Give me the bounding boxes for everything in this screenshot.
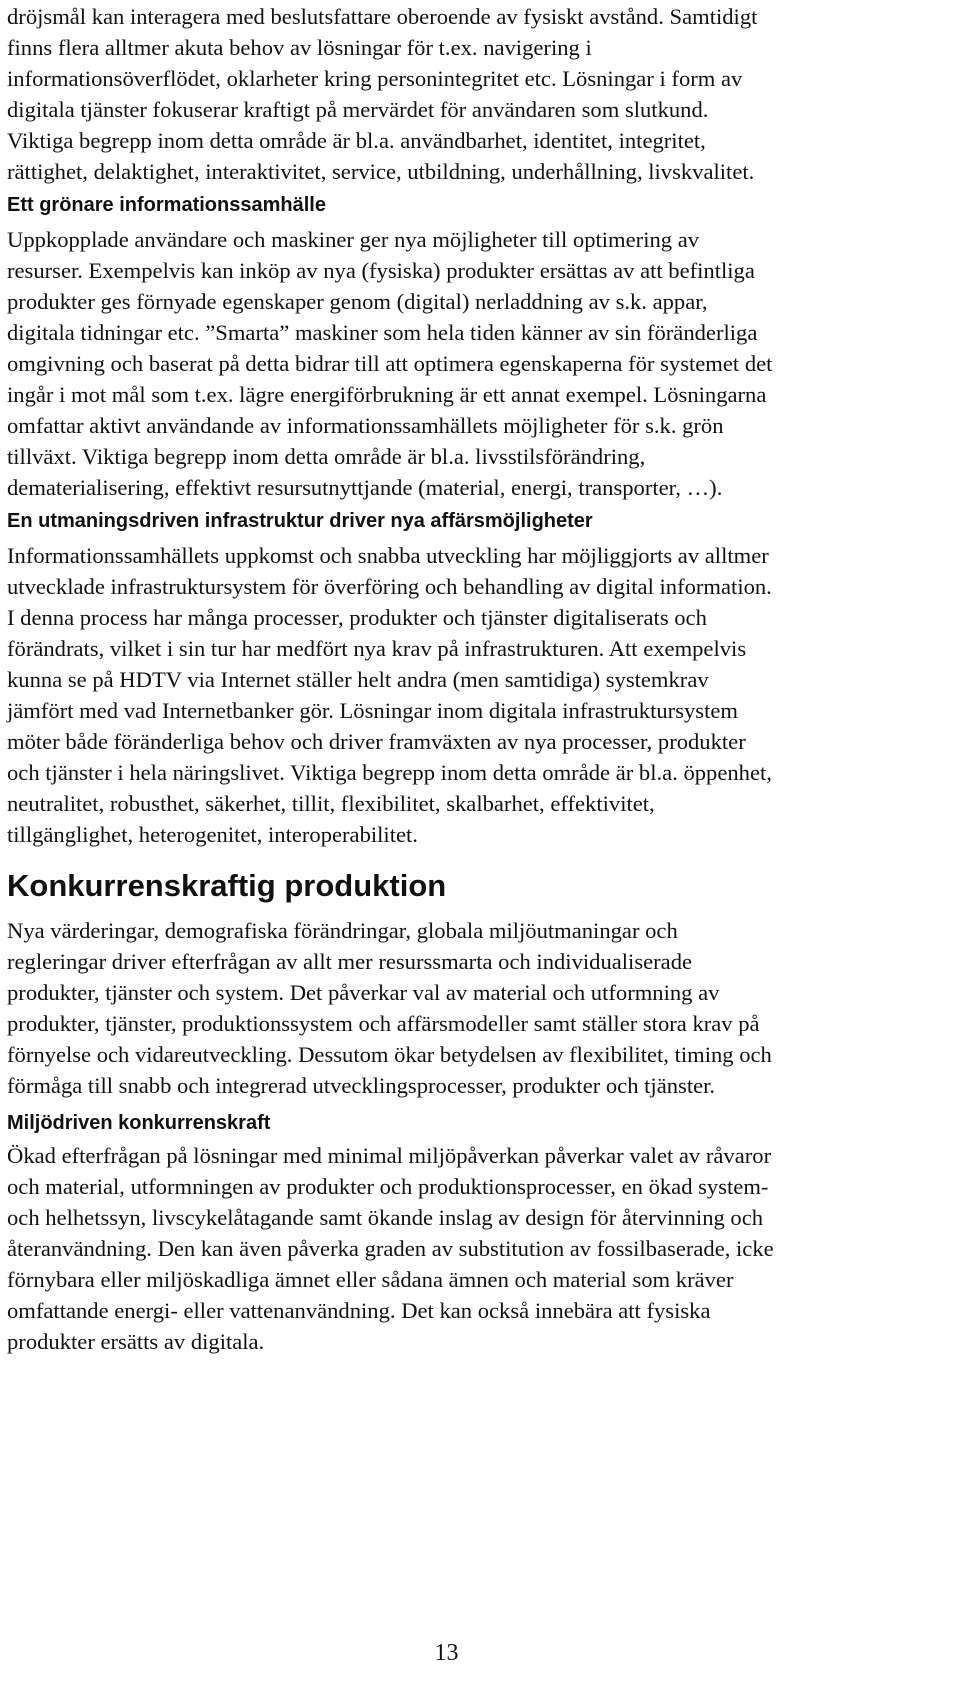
text-line: omfattar aktivt användande av informationssamhällets möjligheter för s.k. grön: [7, 413, 724, 438]
text-line: neutralitet, robusthet, säkerhet, tillit, flexibilitet, skalbarhet, effektivitet,: [7, 791, 655, 816]
text-line: kunna se på HDTV via Internet ställer helt andra (men samtidiga) systemkrav: [7, 667, 709, 692]
page-number: 13: [434, 1640, 459, 1666]
text-line: produkter ges förnyade egenskaper genom (digital) nerladdning av s.k. appar,: [7, 289, 708, 314]
text-line: dematerialisering, effektivt resursutnyttjande (material, energi, transporter, …).: [7, 475, 723, 500]
text-line: jämfört med vad Internetbanker gör. Lösningar inom digitala infrastruktursystem: [7, 698, 738, 723]
text-line: Nya värderingar, demografiska förändringar, globala miljöutmaningar och: [7, 918, 678, 943]
text-line: produkter, tjänster och system. Det påverkar val av material och utformning av: [7, 980, 720, 1005]
text-line: Viktiga begrepp inom detta område är bl.a. användbarhet, identitet, integritet,: [7, 128, 706, 153]
text-line: ingår i mot mål som t.ex. lägre energiförbrukning är ett annat exempel. Lösningarna: [7, 382, 767, 407]
text-line: Ökad efterfrågan på lösningar med minimal miljöpåverkan påverkar valet av råvaror: [7, 1143, 772, 1168]
text-line: Informationssamhällets uppkomst och snabba utveckling har möjliggjorts av alltmer: [7, 543, 769, 568]
text-line: digitala tjänster fokuserar kraftigt på mervärdet för användaren som slutkund.: [7, 97, 709, 122]
text-line: förnyelse och vidareutveckling. Dessutom ökar betydelsen av flexibilitet, timing och: [7, 1042, 772, 1067]
text-line: regleringar driver efterfrågan av allt mer resurssmarta och individualiserade: [7, 949, 693, 974]
text-line: förmåga till snabb och integrerad utvecklingsprocesser, produkter och tjänster.: [7, 1073, 716, 1098]
text-line: informationsöverflödet, oklarheter kring personintegritet etc. Lösningar i form av: [7, 66, 743, 91]
text-line: tillväxt. Viktiga begrepp inom detta område är bl.a. livsstilsförändring,: [7, 444, 646, 469]
text-line: och helhetssyn, livscykelåtagande samt ökande inslag av design för återvinning och: [7, 1205, 764, 1230]
section-heading-environment: Miljödriven konkurrenskraft: [7, 1112, 271, 1134]
text-line: Uppkopplade användare och maskiner ger nya möjligheter till optimering av: [7, 227, 700, 252]
text-line: och tjänster i hela näringslivet. Viktiga begrepp inom detta område är bl.a. öppenhet,: [7, 760, 772, 785]
text-line: förnybara eller miljöskadliga ämnet eller sådana ämnen och material som kräver: [7, 1267, 734, 1292]
text-line: produkter ersätts av digitala.: [7, 1329, 265, 1354]
text-line: möter både föränderliga behov och driver framväxten av nya processer, produkter: [7, 729, 746, 754]
section-heading-infrastructure: En utmaningsdriven infrastruktur driver nya affärsmöjligheter: [7, 510, 593, 532]
text-line: tillgänglighet, heterogenitet, interoperabilitet.: [7, 822, 418, 847]
text-line: I denna process har många processer, produkter och tjänster digitaliserats och: [7, 605, 707, 630]
text-line: produkter, tjänster, produktionssystem och affärsmodeller samt ställer stora krav på: [7, 1011, 760, 1036]
intro-paragraph: [7, 1, 900, 187]
production-paragraph: [7, 915, 900, 1101]
text-line: dröjsmål kan interagera med beslutsfattare oberoende av fysiskt avstånd. Samtidigt: [7, 4, 758, 29]
text-line: resurser. Exempelvis kan inköp av nya (fysiska) produkter ersättas av att befintliga: [7, 258, 755, 283]
environment-paragraph: [7, 1140, 900, 1357]
section-heading-green: Ett grönare informationssamhälle: [7, 194, 326, 216]
section-heading-production: Konkurrenskraftig produktion: [7, 868, 447, 903]
text-line: omfattande energi- eller vattenanvändning. Det kan också innebära att fysiska: [7, 1298, 711, 1323]
text-line: rättighet, delaktighet, interaktivitet, service, utbildning, underhållning, livskvalitet.: [7, 159, 755, 184]
text-line: förändrats, vilket i sin tur har medfört nya krav på infrastrukturen. Att exempelvis: [7, 636, 747, 661]
text-line: återanvändning. Den kan även påverka graden av substitution av fossilbaserade, icke: [7, 1236, 774, 1261]
text-line: digitala tidningar etc. ”Smarta” maskiner som hela tiden känner av sin föränderliga: [7, 320, 758, 345]
text-line: och material, utformningen av produkter och produktionsprocesser, en ökad system-: [7, 1174, 769, 1199]
text-line: utvecklade infrastruktursystem för överföring och behandling av digital information.: [7, 574, 772, 599]
infrastructure-paragraph: [7, 540, 900, 850]
text-line: finns flera alltmer akuta behov av lösningar för t.ex. navigering i: [7, 35, 592, 60]
text-line: omgivning och baserat på detta bidrar till att optimera egenskaperna för systemet det: [7, 351, 773, 376]
green-paragraph: [7, 224, 900, 503]
